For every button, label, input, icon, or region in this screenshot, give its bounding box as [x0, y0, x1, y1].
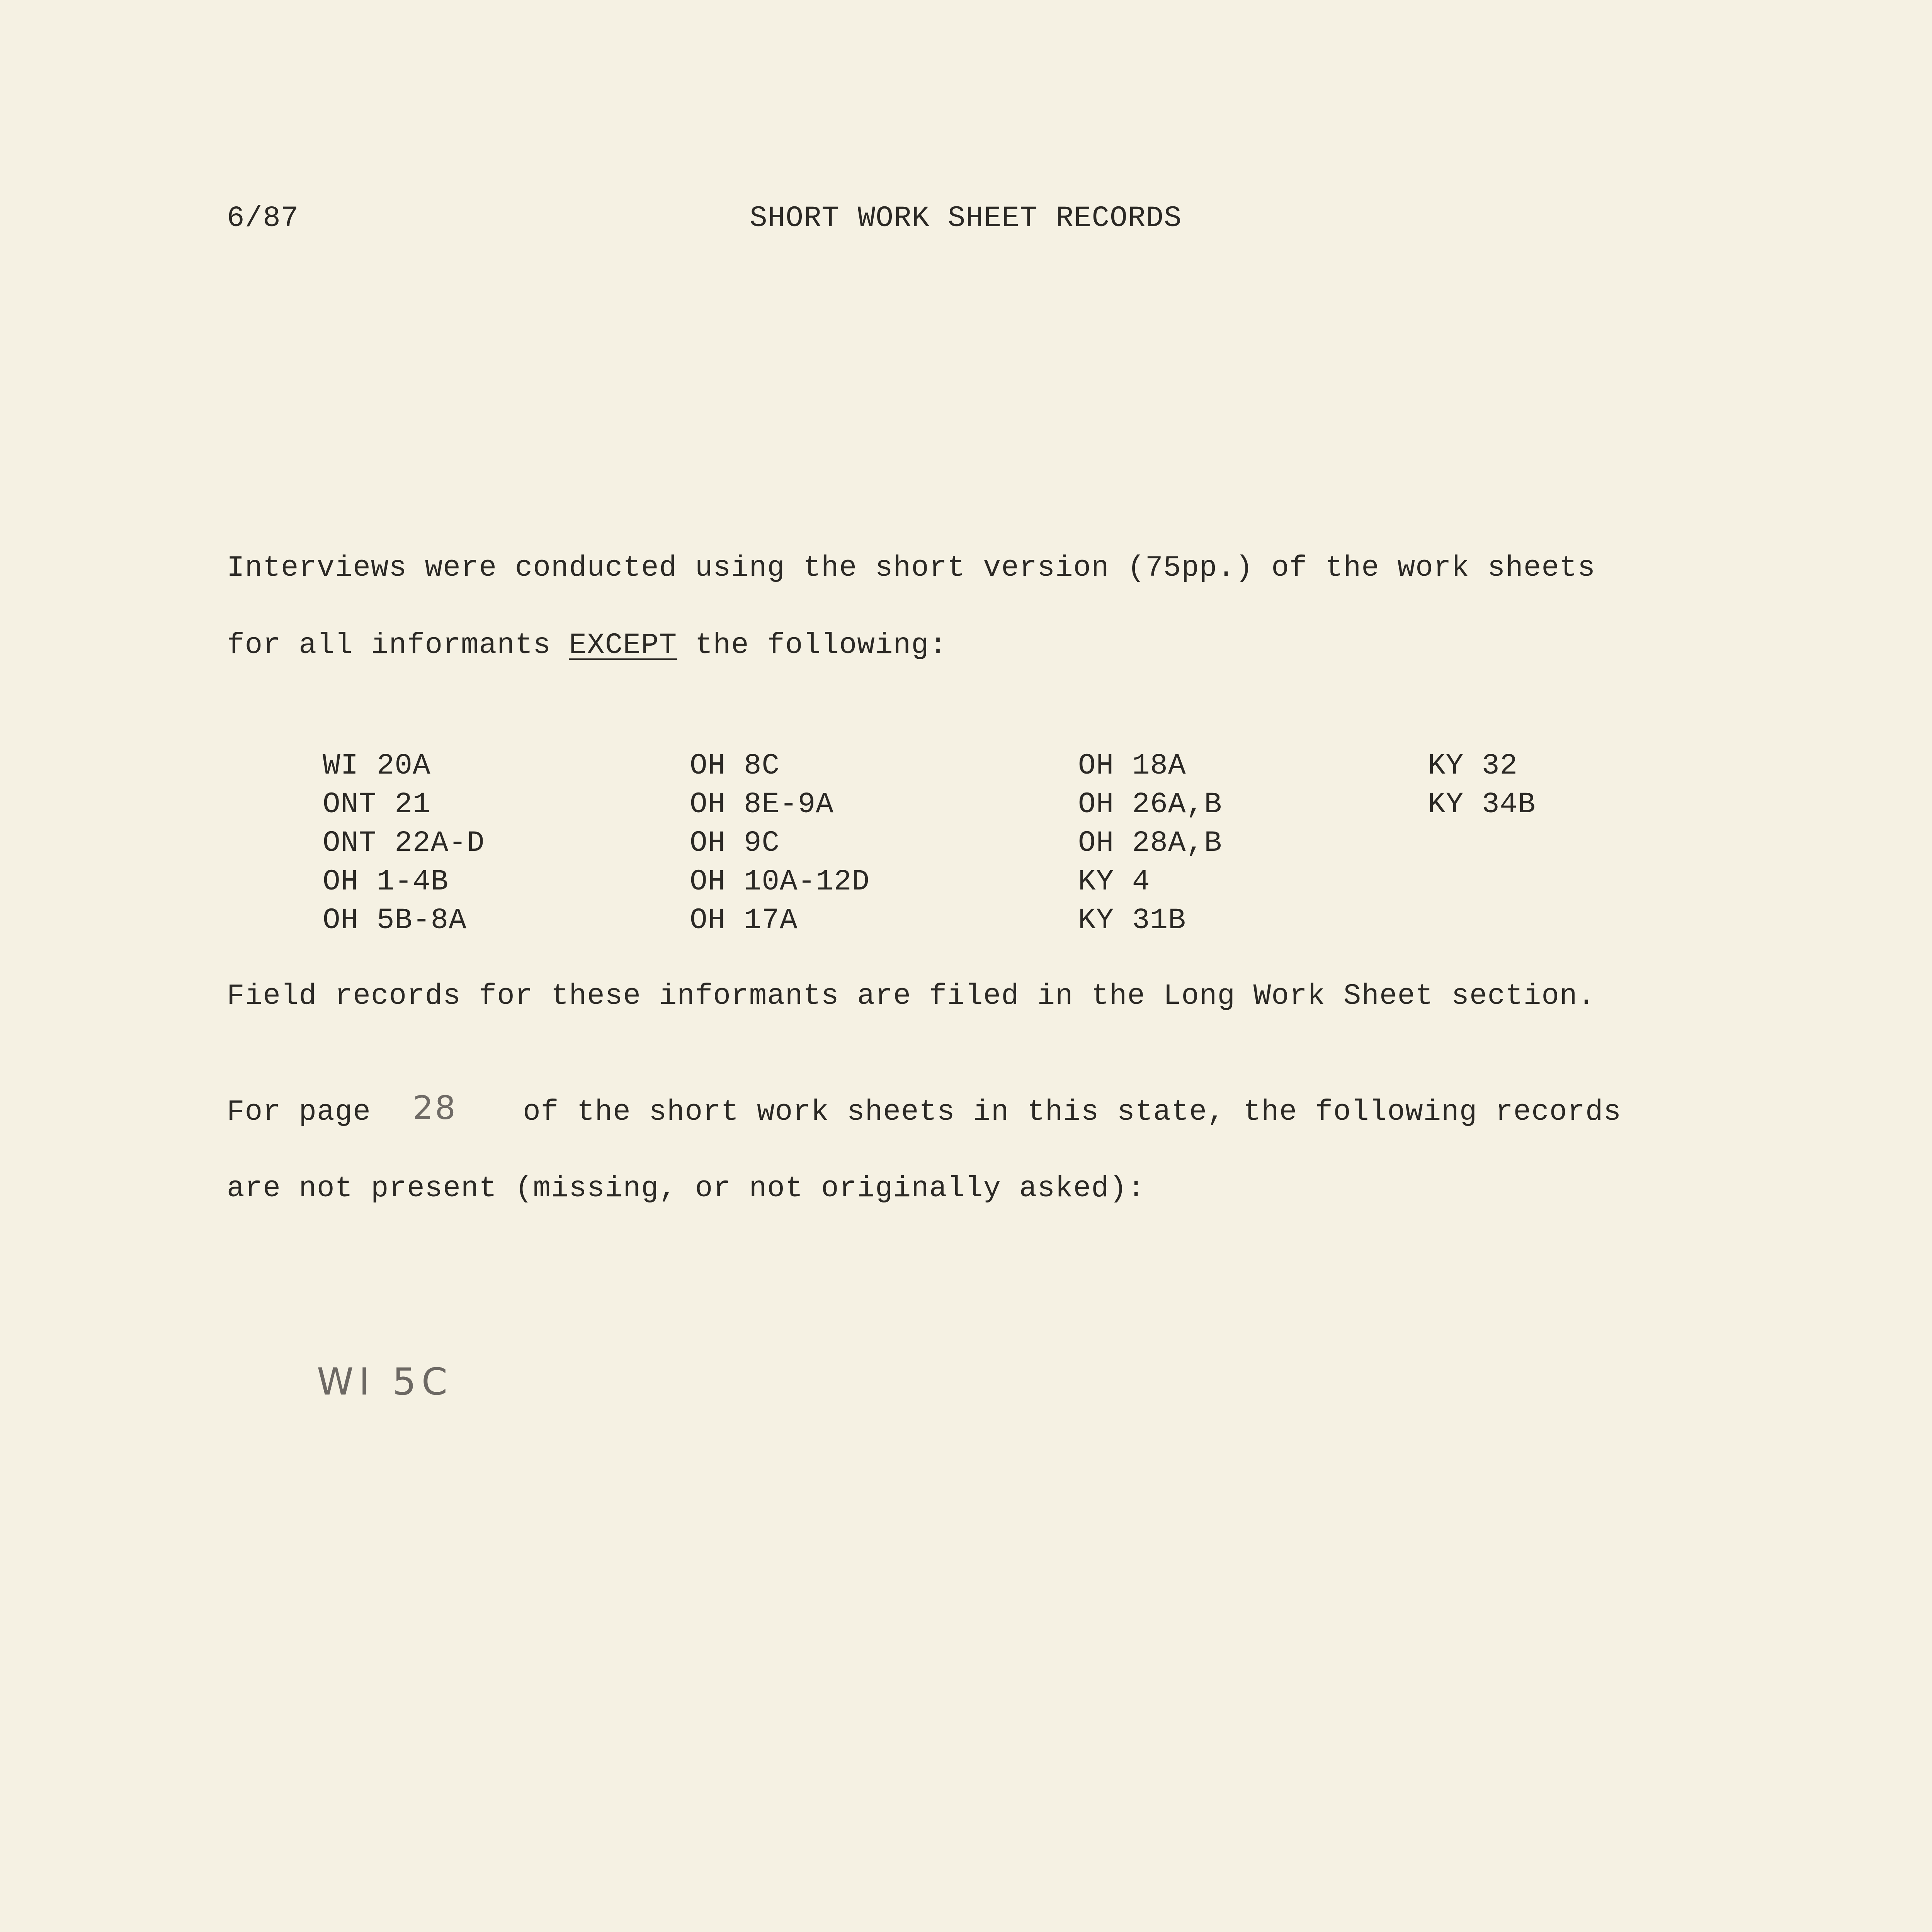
- informant-column-2: [690, 747, 870, 940]
- informant-item: OH 8E-9A: [690, 788, 834, 821]
- filed-note: Field records for these informants are filed in the Long Work Sheet section.: [227, 980, 1596, 1013]
- informant-item: ONT 22A-D: [323, 827, 485, 860]
- handwritten-page-number: 28: [413, 1089, 457, 1127]
- informant-item: ONT 21: [323, 788, 431, 821]
- informant-item: OH 17A: [690, 904, 798, 937]
- document-date: 6/87: [227, 202, 299, 235]
- informant-item: OH 10A-12D: [690, 865, 870, 898]
- missing-line-1-start: For page: [227, 1095, 389, 1129]
- informant-item: OH 1-4B: [323, 865, 449, 898]
- missing-line-1-end: of the short work sheets in this state, the following records: [505, 1095, 1622, 1129]
- informant-item: OH 18A: [1078, 749, 1186, 782]
- informant-item: OH 9C: [690, 827, 780, 860]
- intro-line-2-start: for all informants: [227, 629, 569, 662]
- document-title: SHORT WORK SHEET RECORDS: [750, 202, 1182, 235]
- missing-line-2: are not present (missing, or not originally asked):: [227, 1172, 1145, 1205]
- intro-line-2-end: the following:: [677, 629, 947, 662]
- informant-item: OH 5B-8A: [323, 904, 467, 937]
- handwritten-missing-records: WI 5C: [317, 1360, 453, 1403]
- informant-item: OH 8C: [690, 749, 780, 782]
- intro-line-2: [227, 631, 947, 660]
- informant-item: WI 20A: [323, 749, 431, 782]
- informant-item: KY 32: [1428, 749, 1518, 782]
- except-emphasis: EXCEPT: [569, 629, 677, 662]
- informant-item: OH 28A,B: [1078, 827, 1222, 860]
- informant-item: KY 4: [1078, 865, 1150, 898]
- informant-column-4: [1428, 747, 1536, 824]
- informant-column-1: [323, 747, 485, 940]
- intro-line-1: Interviews were conducted using the short version (75pp.) of the work sheets: [227, 551, 1596, 585]
- informant-item: KY 34B: [1428, 788, 1536, 821]
- informant-column-3: [1078, 747, 1222, 940]
- informant-item: KY 31B: [1078, 904, 1186, 937]
- informant-item: OH 26A,B: [1078, 788, 1222, 821]
